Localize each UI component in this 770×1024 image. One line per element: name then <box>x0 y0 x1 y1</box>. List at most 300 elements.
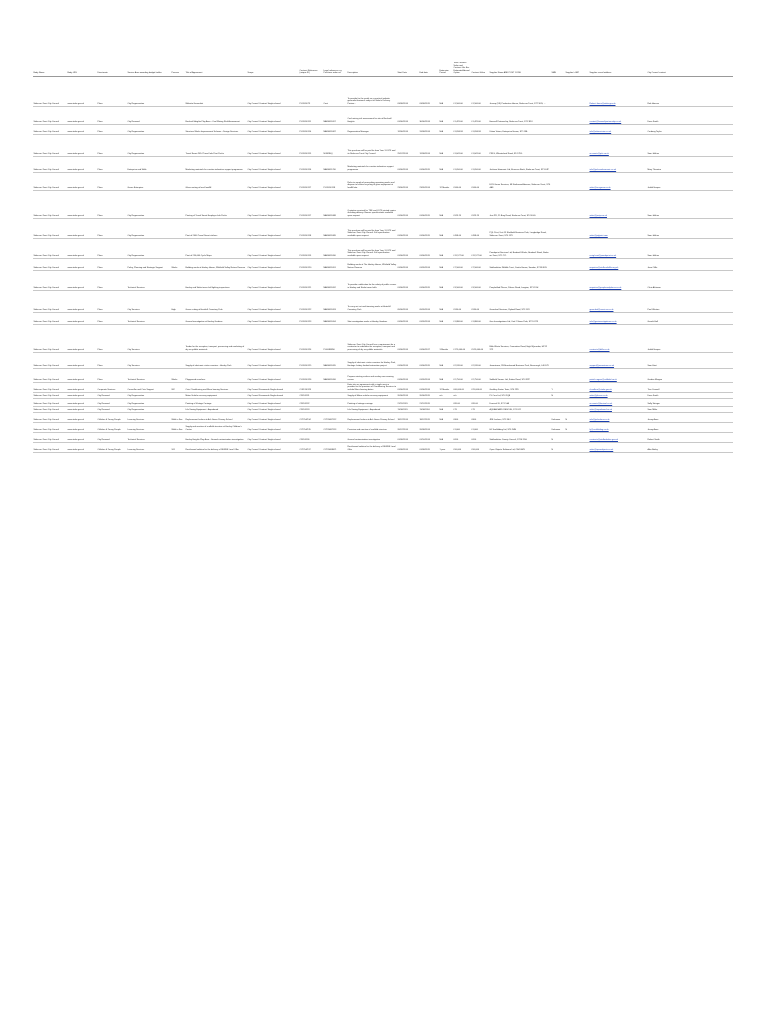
table-cell: Replacement lockers at Ash Green Primary School <box>185 412 247 422</box>
table-cell: 01/06/2016 <box>419 382 439 392</box>
table-cell: £1,841.00 <box>471 134 489 156</box>
table-cell: 01/06/2014 <box>397 218 419 238</box>
table-cell: Bucknall Heights Play Area - Coal Mining Risk Assessment <box>185 106 247 124</box>
table-cell: PL/0088856 <box>323 324 347 352</box>
table-cell[interactable]: info@jacksonharmonic.co.uk <box>589 156 647 172</box>
table-cell: 09/06/2014 <box>397 290 419 312</box>
table-cell: £75 <box>471 406 489 412</box>
table-cell: Stoke-on-Trent City Council <box>33 190 67 218</box>
table-cell: Chris Atkinson <box>647 270 733 290</box>
table-row <box>33 432 733 442</box>
table-cell: 03/08/2015 <box>419 76 439 106</box>
table-cell: Stoke-on-Trent City Council <box>33 406 67 412</box>
table-cell[interactable]: sales@aquaboard.co.uk <box>589 406 647 412</box>
table-cell: City Services <box>127 290 171 312</box>
table-cell: £85.00 <box>471 398 489 406</box>
table-cell: Ground investigation at Hanley Gardens <box>185 312 247 324</box>
table-cell: n/a <box>453 392 471 398</box>
table-cell: 21/11/2015 <box>397 398 419 406</box>
table-cell: Children & Young People <box>97 422 127 432</box>
table-cell: 01/06/2017 <box>419 324 439 352</box>
table-cell: 20/06/2014 <box>397 392 419 398</box>
table-cell: www.stoke.gov.uk <box>67 156 97 172</box>
table-cell: Stoke-on-Trent City Council <box>33 172 67 190</box>
table-cell: City Council Contract Single-shared <box>247 258 299 270</box>
table-cell: 01/06/2014 <box>397 258 419 270</box>
table-cell: £498.00 <box>471 218 489 238</box>
table-cell <box>171 106 185 124</box>
table-cell: £923.29 <box>453 190 471 218</box>
table-cell: Judith Hooper <box>647 324 733 352</box>
table-row <box>33 156 733 172</box>
table-cell: Place <box>97 258 127 270</box>
table-cell: Stoke-on-Trent City Council <box>33 368 67 382</box>
table-cell: 30/06/2014 <box>419 106 439 124</box>
table-cell: Stoke-on-Trent City Council <box>33 106 67 124</box>
table-cell: Haswell Partnership, Stoke-on-Trent, ST1 3RU <box>489 106 551 124</box>
table-cell: PL/2014/114 <box>299 124 323 134</box>
table-cell[interactable]: enquiries@staffs-wildlife.org.uk <box>589 258 647 270</box>
table-cell: £1,425.00 <box>453 106 471 124</box>
table-cell: Sam Jeffries <box>647 238 733 258</box>
table-cell: 12 Months <box>439 172 453 190</box>
table-cell[interactable]: sales@ecsgreen.co.uk <box>589 172 647 190</box>
table-cell <box>565 190 589 218</box>
table-cell: N <box>565 412 589 422</box>
table-cell: Works <box>171 368 185 382</box>
table-cell: NAR0011697 <box>323 106 347 124</box>
table-cell: 01/06/2014 <box>397 156 419 172</box>
table-cell: Learning Services <box>127 422 171 432</box>
table-cell: CR/14/136 <box>299 432 323 442</box>
table-cell[interactable]: accounts@furnival.co.uk <box>589 398 647 406</box>
table-cell[interactable]: patrick.rogers@saltfield.co.uk <box>589 368 647 382</box>
table-cell: NAR0011700 <box>323 156 347 172</box>
column-header: Title of Agreement <box>185 62 247 76</box>
table-cell: Motor Vehicle recovery equipment <box>185 392 247 398</box>
table-cell: Learning Services <box>127 412 171 422</box>
table-cell: Technical Services <box>127 432 171 442</box>
table-cell: Rent-based solution for the delivery of SENSS Local Offer <box>185 442 247 452</box>
table-cell: Place <box>97 312 127 324</box>
table-cell: Children & Young People <box>97 442 127 452</box>
table-cell: Stoke-on-Trent City Council <box>33 238 67 258</box>
table-cell <box>323 432 347 442</box>
table-row <box>33 422 733 432</box>
table-cell: Quotation received for TSE and LSTF printed copies including delivery. Banner specifications available upon request. <box>347 190 397 218</box>
table-cell: PL/2014/124 <box>299 324 323 352</box>
table-cell: Open Objects Software Ltd, CB4 0WS <box>489 442 551 452</box>
table-cell[interactable]: craig.hunt@pandaprint.co.uk <box>589 238 647 258</box>
table-cell: Technical Services <box>127 312 171 324</box>
table-cell <box>551 106 565 124</box>
table-cell: www.stoke.gov.uk <box>67 382 97 392</box>
table-row <box>33 106 733 124</box>
table-cell[interactable]: accounts@prls.co.uk <box>589 134 647 156</box>
table-cell: Geo Investigations Ltd, Unit 2 Stone Park, ST15 8TX <box>489 312 551 324</box>
table-row <box>33 124 733 134</box>
column-header: Process <box>171 62 185 76</box>
table-cell: Jamestown, 2B Beechwood Business Park, Burscough, L40 8JY <box>489 352 551 368</box>
table-row <box>33 398 733 406</box>
table-cell: £11,577.00 <box>471 238 489 258</box>
table-row <box>33 412 733 422</box>
table-cell: PL/2014/123 <box>299 312 323 324</box>
table-cell <box>171 190 185 218</box>
table-cell: £650 <box>471 432 489 442</box>
table-cell: Replacement lockers at Ash Green Primary School <box>347 412 397 422</box>
table-cell <box>171 124 185 134</box>
table-cell: N/A <box>439 352 453 368</box>
column-header: Scope <box>247 62 299 76</box>
table-cell: £75 <box>453 406 471 412</box>
table-cell: £90,000 <box>471 442 489 452</box>
table-cell: NAR0011692 <box>323 270 347 290</box>
table-cell: Green Enterprise <box>127 172 171 190</box>
table-cell: www.stoke.gov.uk <box>67 190 97 218</box>
table-cell: 21/12/2015 <box>419 398 439 406</box>
table-cell: 01/06/2014 <box>397 324 419 352</box>
table-cell: Place <box>97 172 127 190</box>
table-cell: City Renewal <box>127 106 171 124</box>
table-cell: Judith Hooper <box>647 172 733 190</box>
table-cell <box>565 172 589 190</box>
table-cell: 01/09/2014 <box>419 312 439 324</box>
table-cell: City Regeneration <box>127 124 171 134</box>
table-cell: Structure Works Improvement Scheme - Design Services <box>185 124 247 134</box>
table-cell: www.stoke.gov.uk <box>67 412 97 422</box>
table-cell <box>171 76 185 106</box>
table-cell <box>551 134 565 156</box>
table-cell: Robert Smith <box>647 432 733 442</box>
table-cell: £90,000 <box>453 442 471 452</box>
table-cell <box>171 238 185 258</box>
table-cell: 01/06/2015 <box>419 238 439 258</box>
table-cell[interactable]: info@geoinvestigations.co.uk <box>589 312 647 324</box>
table-cell: City Regeneration <box>127 134 171 156</box>
column-header: Directorate <box>97 62 127 76</box>
table-cell: City Regeneration <box>127 76 171 106</box>
table-cell: N/A <box>439 290 453 312</box>
table-cell: www.stoke.gov.uk <box>67 432 97 442</box>
table-cell: City Council Contract Single-shared <box>247 124 299 134</box>
table-cell: 01/06/2014 <box>397 190 419 218</box>
table-cell: PL/2014/115 <box>299 134 323 156</box>
table-cell: Website Generalist <box>185 76 247 106</box>
table-cell: £2,750.00 <box>471 368 489 382</box>
table-cell: N/A <box>439 190 453 218</box>
table-cell: www.stoke.gov.uk <box>67 406 97 412</box>
table-cell: Sam Hirst <box>647 352 733 368</box>
table-cell[interactable]: support@jamestown.co.uk <box>589 352 647 368</box>
table-cell: Stoke-on-Trent City Council has a requirement for a contractor to undertake the reception, transport and processing of dry recyclable materials. <box>347 324 397 352</box>
table-cell: N/A <box>439 258 453 270</box>
table-cell: NAR0011693 <box>323 290 347 312</box>
table-cell <box>551 290 565 312</box>
table-cell: Geoffrey Foster Taxis, ST4 2PD <box>489 382 551 392</box>
table-cell: £3,500.00 <box>471 270 489 290</box>
table-cell: Unknown <box>551 412 565 422</box>
table-cell: PL/2014/117 <box>299 172 323 190</box>
table-cell <box>565 352 589 368</box>
table-cell: Alex Bailey <box>647 442 733 452</box>
table-cell: Building works at Hanley House, Whitfield Valley Nature Reserve <box>185 258 247 270</box>
table-cell <box>565 238 589 258</box>
table-cell: Site investigation works at Hanley Gardens <box>347 312 397 324</box>
table-cell: Jessup (UK) Production House, Stoke-on-Trent, ST7 5DN, ... <box>489 76 551 106</box>
table-cell: Place <box>97 290 127 312</box>
table-cell: Supply and erection of scaffold structure at Hanley Children's Centre <box>185 422 247 432</box>
table-cell: COR/14/129 <box>299 382 323 392</box>
table-cell: City Council Contract Single-shared <box>247 412 299 422</box>
table-row <box>33 172 733 190</box>
contract-register-sheet <box>33 62 733 453</box>
table-cell <box>551 398 565 406</box>
table-cell: www.stoke.gov.uk <box>67 368 97 382</box>
table-cell: NAR0011689 <box>323 218 347 238</box>
table-cell <box>551 368 565 382</box>
table-cell <box>551 218 565 238</box>
table-row <box>33 258 733 270</box>
table-cell: Enterprise and Skills <box>127 156 171 172</box>
table-cell: Tina Caswell <box>647 382 733 392</box>
table-cell: 20/06/2015 <box>419 392 439 398</box>
column-header: Body Name <box>33 62 67 76</box>
table-cell: £1,880.00 <box>453 312 471 324</box>
table-cell: Stoke-on-Trent City Council <box>33 324 67 352</box>
table-cell: Place <box>97 106 127 124</box>
table-cell <box>171 172 185 190</box>
table-cell: £1,650.00 <box>471 156 489 172</box>
table-cell: This purchase will be paid for from Year 3 LSTF and its Stoke-on-Trent City Council. <box>347 134 397 156</box>
table-cell: Painting of vintage carriage <box>347 398 397 406</box>
table-row <box>33 312 733 324</box>
table-cell: £1,500.00 <box>471 76 489 106</box>
table-cell <box>551 238 565 258</box>
table-cell: SCI <box>171 442 185 452</box>
table-cell: CYP/0088071 <box>323 442 347 452</box>
table-cell: PL/2014/122 <box>299 290 323 312</box>
table-cell[interactable]: contracts@staffordshire.gov.uk <box>589 432 647 442</box>
table-cell: 11/06/2016 <box>419 406 439 412</box>
table-body <box>33 76 733 452</box>
table-cell: N/A <box>439 134 453 156</box>
table-cell: To provide certification for the safety of public access in Hanley and Stoke tower halls <box>347 270 397 290</box>
table-cell: 12/06/2014 <box>397 124 419 134</box>
table-cell: Corporate Services <box>97 382 127 392</box>
table-cell: City Regeneration <box>127 238 171 258</box>
table-cell: N/A <box>439 218 453 238</box>
table-cell <box>565 324 589 352</box>
table-cell: City Regeneration <box>127 218 171 238</box>
table-cell: 01/06/2014 <box>397 238 419 258</box>
table-row <box>33 290 733 312</box>
table-cell: www.stoke.gov.uk <box>67 312 97 324</box>
table-cell: PL/2014/118 <box>299 218 323 238</box>
table-cell[interactable]: greenleaf@services.co.uk <box>589 290 647 312</box>
table-cell: Jackson Harmonic Ltd, Etruscan Bank, Stoke-on-Trent, ST3 6JP <box>489 156 551 172</box>
table-cell <box>565 106 589 124</box>
table-cell: City Services <box>127 324 171 352</box>
table-cell: PL Cars Ltd, ST4 2QB <box>489 392 551 398</box>
table-cell: Stoke-on-Trent City Council <box>33 422 67 432</box>
table-cell <box>323 398 347 406</box>
column-header: Supplier Name AND POST CODE <box>489 62 551 76</box>
table-cell <box>565 134 589 156</box>
table-cell: £1,834.98 <box>453 124 471 134</box>
table-cell: Staffordshire County Council, ST16 2DH <box>489 432 551 442</box>
table-cell[interactable]: enquiries@peopleandplaces.co.uk <box>589 270 647 290</box>
table-cell: N <box>551 392 565 398</box>
table-cell: 12/08/2014 <box>419 134 439 156</box>
table-cell[interactable]: chauffeur@stoke.gov.uk <box>589 382 647 392</box>
table-cell: www.stoke.gov.uk <box>67 124 97 134</box>
table-cell: £1,880.00 <box>471 312 489 324</box>
table-cell: www.stoke.gov.uk <box>67 398 97 406</box>
table-cell <box>439 422 453 432</box>
table-cell: £1,500.00 <box>453 76 471 106</box>
table-cell[interactable]: sales@openobjects.co.uk <box>589 442 647 452</box>
table-cell: Biffa Waste Services, Coronation Road, High Wycombe, HP12 3TZ <box>489 324 551 352</box>
column-header: Legal reference e.g. Purchase order no. <box>323 62 347 76</box>
table-cell: £923.29 <box>471 190 489 218</box>
table-cell: 01/09/2014 <box>419 368 439 382</box>
table-cell: Regeneration Manager <box>347 124 397 134</box>
table-cell: 23/06/2014 <box>397 172 419 190</box>
table-cell[interactable]: contact@haswellpartnership.co.uk <box>589 106 647 124</box>
table-cell: PQL Print, Unit 19 Sheffield Business Park, Longbridge Road, Stoke-on-Trent, ST4 1RY <box>489 218 551 238</box>
table-cell: Stoke-on-Trent City Council <box>33 124 67 134</box>
table-cell <box>565 156 589 172</box>
table-cell <box>551 172 565 190</box>
table-cell: City Regeneration <box>127 392 171 398</box>
table-cell: 01/06/2015 <box>419 352 439 368</box>
table-cell: PL/2014/121 <box>299 270 323 290</box>
table-cell: Rob Hancox <box>647 76 733 106</box>
table-cell: £7,500.00 <box>471 258 489 270</box>
table-cell: WC <box>171 382 185 392</box>
table-cell: Stoke-on-Trent City Council <box>33 442 67 452</box>
table-cell: N/A <box>439 156 453 172</box>
table-cell: City Renewal <box>97 398 127 406</box>
table-cell: City Council Framework Single-shared <box>247 382 299 392</box>
table-cell: Printing of Travel Smart Employer Info Packs <box>185 190 247 218</box>
table-cell: Print of 2000 Travel Smart stickers <box>185 218 247 238</box>
table-cell: City Council Contract Single-shared <box>247 156 299 172</box>
table-cell: Place <box>97 238 127 258</box>
table-cell: 01/06/2014 <box>397 270 419 290</box>
table-cell: www.stoke.gov.uk <box>67 290 97 312</box>
table-cell: Stoke-on-Trent City Council <box>33 218 67 238</box>
table-cell[interactable]: hj@scaffolding.co.uk <box>589 422 647 432</box>
table-cell: N/A <box>439 406 453 412</box>
table-cell[interactable]: info@jrelockers.co.uk <box>589 412 647 422</box>
table-cell <box>551 124 565 134</box>
table-cell: 12 Months <box>439 382 453 392</box>
table-cell: PL/2014/116 <box>299 156 323 172</box>
table-cell[interactable]: Robert.Jones@stoke.gov.uk <box>589 76 647 106</box>
table-cell: n/a <box>439 392 453 398</box>
table-cell[interactable]: contracts@biffa.co.uk <box>589 324 647 352</box>
table-cell: Glass sorting at local landfill <box>185 172 247 190</box>
table-cell <box>171 324 185 352</box>
table-cell: £85.00 <box>453 398 471 406</box>
table-cell: www.stoke.gov.uk <box>67 76 97 106</box>
table-row <box>33 134 733 156</box>
table-cell[interactable]: sales@plcars.co.uk <box>589 392 647 398</box>
table-cell: www.stoke.gov.uk <box>67 172 97 190</box>
table-cell: Sam Jeffries <box>647 134 733 156</box>
table-cell: £800 <box>453 412 471 422</box>
contract-register-table <box>33 62 733 453</box>
table-cell: £1,841.00 <box>453 134 471 156</box>
table-cell: Place <box>97 190 127 218</box>
table-cell: CYP/0087112 <box>323 412 347 422</box>
table-cell: 01/06/2015 <box>419 218 439 238</box>
table-cell: N/A <box>439 312 453 324</box>
table-cell <box>565 76 589 106</box>
table-cell <box>171 398 185 406</box>
table-cell: £960.00 <box>453 172 471 190</box>
table-cell: Councillor and Civic Support <box>127 382 171 392</box>
table-cell: To provide for the youth an a practical website generalist business subject to Stoke's Delivery Partner... <box>347 76 397 106</box>
table-cell: NAR0011688 <box>323 190 347 218</box>
table-cell: Print of 250,000 Cycle Maps <box>185 238 247 258</box>
table-cell: JRE Lockers, ST3 5EJ <box>489 412 551 422</box>
table-cell: PL/2014/73 <box>299 76 323 106</box>
table-cell: 01/06/2014 <box>397 368 419 382</box>
table-cell <box>551 190 565 218</box>
table-cell: Marketing materials for creative industries support programme <box>347 156 397 172</box>
table-cell: 3 Months <box>439 324 453 352</box>
table-cell[interactable]: sales@justpr.co.uk <box>589 190 647 218</box>
table-cell[interactable]: sales@pqlprint.com <box>589 218 647 238</box>
table-cell: £3,500.00 <box>453 270 471 290</box>
table-cell: City Council Contract Single-shared <box>247 422 299 432</box>
table-cell: 26/08/2014 <box>419 422 439 432</box>
table-cell: City Council Framework Single-shared <box>247 392 299 398</box>
table-cell <box>439 398 453 406</box>
table-cell: Stoke-on-Trent City Council <box>33 290 67 312</box>
table-cell: PL/2014/111 <box>299 106 323 124</box>
table-cell: Pandaprint Services Ltd, Bradwell Works, Bradwell Road, Stoke-on-Trent, ST5 7YL <box>489 238 551 258</box>
table-cell: Tender for the reception, transport, processing and marketing of dry recyclable materials <box>185 324 247 352</box>
table-cell <box>551 352 565 368</box>
table-cell[interactable]: info@urbanvision.co.uk <box>589 124 647 134</box>
table-cell <box>565 398 589 406</box>
table-cell: Life Saving Equipment - Aquaboard <box>185 406 247 412</box>
table-cell: Stoke-on-Trent City Council <box>33 382 67 392</box>
table-row <box>33 442 733 452</box>
table-cell: Stoke-on-Trent City Council <box>33 392 67 398</box>
table-cell: NAR0011691 <box>323 258 347 270</box>
table-cell: HJ Scaffolding Ltd, ST6 2HN <box>489 422 551 432</box>
table-cell: PL/2014/120 <box>299 258 323 270</box>
table-cell: www.stoke.gov.uk <box>67 238 97 258</box>
column-header: Start Date <box>397 62 419 76</box>
table-cell: 01/08/2014 <box>397 432 419 442</box>
table-cell: www.stoke.gov.uk <box>67 324 97 352</box>
table-cell: Stoke-on-Trent City Council <box>33 156 67 172</box>
column-header: Body URL <box>67 62 97 76</box>
table-cell: 26/07/2014 <box>397 422 419 432</box>
table-cell: Stoke-on-Trent City Council <box>33 398 67 406</box>
table-cell: City Council Contract Single-shared <box>247 432 299 442</box>
table-cell: PL/2014/117 <box>299 190 323 218</box>
table-cell: Supply of electronic visitor counters for Hanley Park, Heritage Lottery funded restoration project. <box>347 352 397 368</box>
table-cell: CYP/14/135 <box>299 422 323 432</box>
table-cell: City Council Contract Single-shared <box>247 190 299 218</box>
